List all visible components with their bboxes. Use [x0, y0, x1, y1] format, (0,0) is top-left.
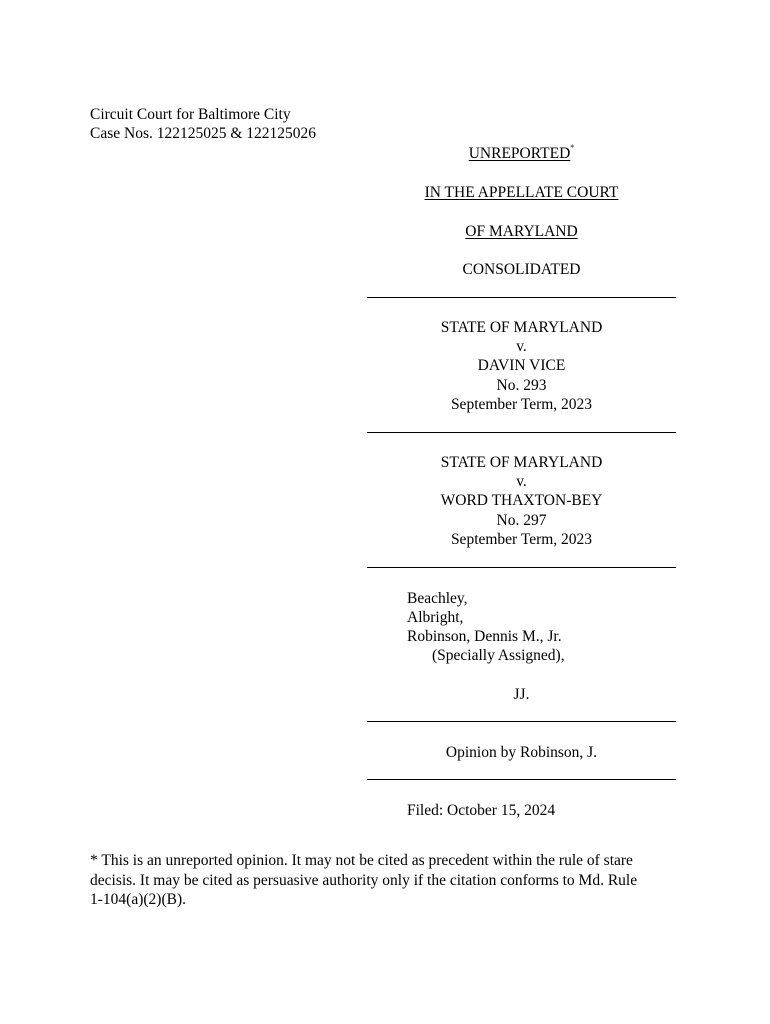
filed-date: Filed: October 15, 2024	[407, 802, 556, 819]
jj-label: JJ.	[513, 686, 530, 703]
unreported-label: UNREPORTED	[468, 145, 571, 163]
specially-assigned: (Specially Assigned),	[432, 647, 565, 664]
court-info	[90, 107, 316, 144]
divider-5	[367, 779, 676, 780]
judge-1: Beachley,	[407, 590, 468, 607]
judge-3: Robinson, Dennis M., Jr.	[407, 628, 562, 645]
case-1-party2: DAVIN VICE	[477, 357, 566, 375]
case-block-2	[367, 455, 676, 551]
consolidated-label: CONSOLIDATED	[462, 261, 581, 278]
case-1-term: September Term, 2023	[450, 395, 593, 413]
divider-3	[367, 567, 676, 568]
court-title-line2: OF MARYLAND	[465, 223, 578, 240]
divider-2	[367, 432, 676, 433]
unreported-heading	[367, 143, 676, 163]
case-2-versus: v.	[516, 473, 527, 491]
footnote-line-2: decisis. It may be cited as persuasive authority only if the citation conforms to Md. Rule	[90, 871, 638, 889]
case-block-1	[367, 320, 676, 416]
case-1-party1: STATE OF MARYLAND	[440, 319, 603, 336]
case-2-number: No. 297	[496, 511, 547, 529]
case-2-party2: WORD THAXTON-BEY	[440, 492, 603, 510]
court-name: Circuit Court for Baltimore City	[90, 106, 291, 123]
divider-4	[367, 721, 676, 722]
judge-2: Albright,	[407, 609, 464, 626]
judges-panel	[407, 591, 565, 667]
footnote-marker: *	[570, 143, 575, 152]
case-1-number: No. 293	[496, 376, 547, 394]
case-2-party1: STATE OF MARYLAND	[440, 454, 603, 471]
court-title-line1: IN THE APPELLATE COURT	[424, 184, 619, 201]
footnote-line-3: 1-104(a)(2)(B).	[90, 891, 186, 908]
case-1-versus: v.	[516, 338, 527, 356]
divider-1	[367, 297, 676, 298]
footnote	[90, 851, 680, 910]
opinion-by: Opinion by Robinson, J.	[445, 744, 598, 761]
case-2-term: September Term, 2023	[450, 530, 593, 548]
footnote-line-1: * This is an unreported opinion. It may not be cited as precedent within the rule of stare	[90, 852, 633, 869]
case-numbers: Case Nos. 122125025 & 122125026	[90, 124, 317, 142]
